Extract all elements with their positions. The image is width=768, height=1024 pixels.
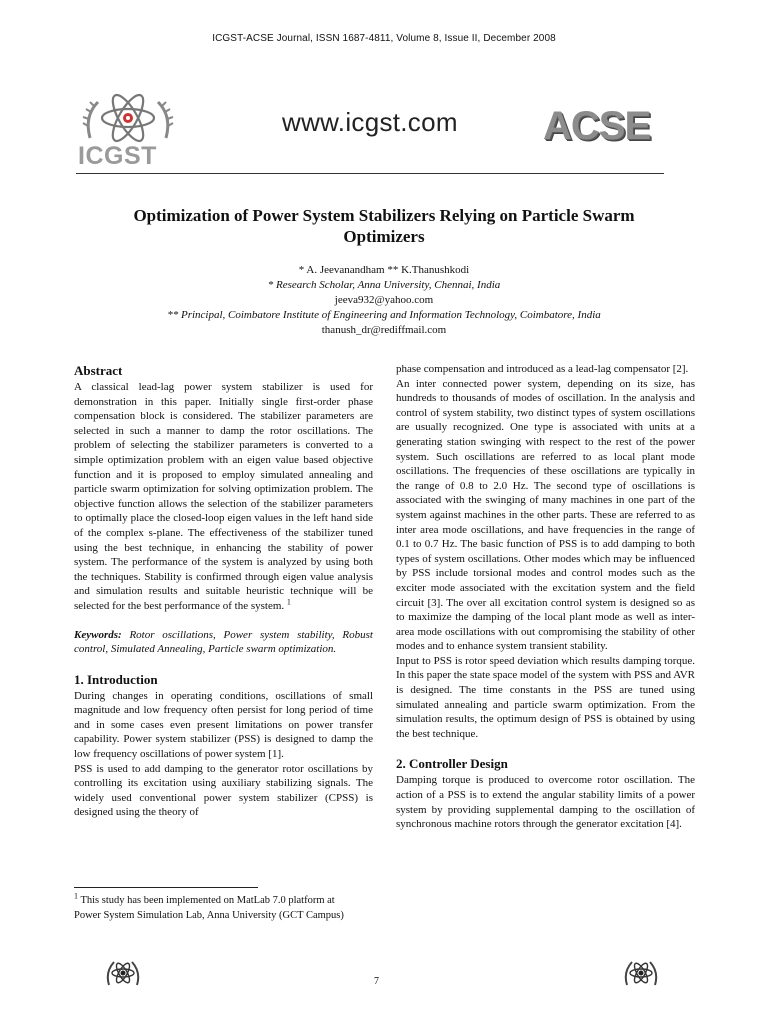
right-column bbox=[396, 362, 695, 832]
keywords-text: Rotor oscillations, Power system stability, Robust control, Simulated Annealing, Particle swarm optimization. bbox=[74, 628, 373, 656]
introduction-heading: 1. Introduction bbox=[74, 671, 158, 687]
abstract-heading: Abstract bbox=[74, 363, 123, 378]
acse-logo: ACSE bbox=[543, 104, 651, 148]
footnote-text: This study has been implemented on MatLab 7.0 platform at Power System Simulation Lab, Anna University (GCT Campus) bbox=[74, 895, 344, 921]
page-number: 7 bbox=[374, 976, 379, 987]
footnote bbox=[74, 893, 344, 923]
abstract-text bbox=[74, 380, 373, 614]
footnote-divider bbox=[74, 887, 258, 888]
affiliation-2: ** Principal, Coimbatore Institute of Engineering and Information Technology, Coimbatore, India bbox=[167, 309, 601, 321]
journal-header: ICGST-ACSE Journal, ISSN 1687-4811, Volume 8, Issue II, December 2008 bbox=[212, 33, 556, 44]
header-divider bbox=[76, 173, 664, 174]
controller-paragraph-1: Damping torque is produced to overcome rotor oscillation. The action of a PSS is to extend the angular stability limits of a power system by providing supplemental damping to the oscillation of synchronous machine rotors through the generator excitation [4]. bbox=[396, 774, 695, 831]
intro-paragraph-4: An inter connected power system, depending on its size, has hundreds to thousands of modes of oscillation. In the analysis and control of system stability, two distinct types of system oscillations are usually recognized. One type is associated with units at a generating station swinging with respect to the rest of the power system. Such oscillations are referred to as local plant mode oscillations. The frequencies of these oscillations are typically in the range of 0.8 to 2.0 Hz. The second type of oscillations is associated with the swinging of many machines in one part of the system against machines in the other parts. These are referred to as inter area mode oscillations, and have frequencies in the range of 0.1 to 0.7 Hz. The basic function of PSS is to add damping to both types of system oscillations. Other modes which may be influenced by PSS include torsional modes and control modes such as the exciter mode associated with the excitation system and the field circuit [3]. The over all excitation control system is designed so as to maximize the damping of the local plant mode as well as inter-area mode oscillations with out compromising the stability of other modes and to enhance system transient stability. bbox=[396, 377, 695, 653]
author-block bbox=[100, 263, 668, 338]
abstract-body: A classical lead-lag power system stabilizer is used for demonstration in this paper. Initially single first-order phase compensation block is considered. The stabilizer parameters are selected in such a manner to damp the rotor oscillations. The problem of selecting the stabilizer parameters is converted to a simple optimization problem with an eigen value based objective function and it is proposed to employ simulated annealing and particle swarm optimization for solving optimization problem. The objective function allows the selection of the stabilizer parameters to optimally place the closed-loop eigen values in the left hand side of the complex s-plane. The effectiveness of the stabilizer tuned using the best technique, in enhancing the stability of power system. The performance of the system is analyzed by using both the techniques. Stability is confirmed through eigen value analysis and simulation results and suitable heuristic technique will be selected for the best performance of the system. bbox=[74, 381, 373, 612]
footer-atom-icon-right bbox=[622, 956, 660, 988]
icgst-logo bbox=[76, 86, 196, 170]
controller-design-heading: 2. Controller Design bbox=[396, 756, 508, 772]
footnote-mark: 1 bbox=[74, 891, 78, 901]
keywords-label: Keywords: bbox=[74, 628, 122, 641]
atom-icon bbox=[76, 86, 196, 146]
email-2: thanush_dr@rediffmail.com bbox=[321, 324, 447, 336]
authors-line: * A. Jeevanandham ** K.Thanushkodi bbox=[298, 264, 470, 276]
footer-atom-icon bbox=[104, 956, 142, 988]
paper-title: Optimization of Power System Stabilizers Relying on Particle Swarm Optimizers bbox=[133, 206, 635, 246]
intro-paragraph-2: PSS is used to add damping to the generator rotor oscillations by controlling its excitation using auxiliary stabilizing signals. The widely used conventional power system stabilizer (CPSS) is designed using the theory of bbox=[74, 762, 373, 819]
footnote-ref: 1 bbox=[286, 597, 291, 607]
keywords bbox=[74, 628, 373, 657]
intro-paragraph-1: During changes in operating conditions, oscillations of small magnitude and low frequency often persist for long period of time and in some cases even present limitations on power transfer capability. Power system stabilizer (PSS) is designed to damp the low frequency oscillations of power system [1]. bbox=[74, 689, 373, 761]
left-column bbox=[74, 362, 373, 820]
affiliation-1: * Research Scholar, Anna University, Chennai, India bbox=[267, 279, 501, 291]
site-url: www.icgst.com bbox=[282, 107, 458, 137]
intro-paragraph-5: Input to PSS is rotor speed deviation which results damping torque. In this paper the state space model of the system with PSS and AVR is designed. The time constants in the PSS are tuned using simulated annealing and particle swarm optimization. From the simulation results, the optimum design of PSS is obtained by using the best technique. bbox=[396, 654, 695, 740]
email-1: jeeva932@yahoo.com bbox=[334, 294, 434, 306]
intro-paragraph-3: phase compensation and introduced as a lead-lag compensator [2]. bbox=[396, 363, 689, 375]
icgst-logo-text: ICGST bbox=[78, 142, 157, 170]
